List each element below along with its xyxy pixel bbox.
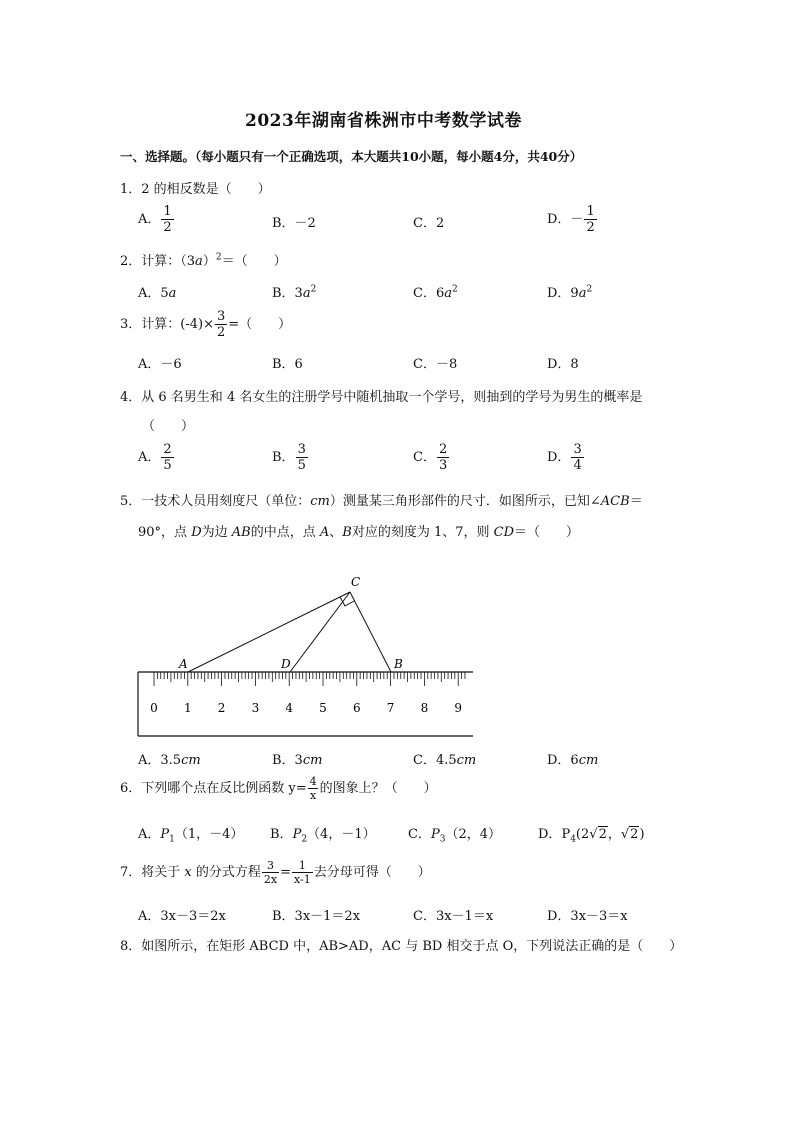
segment-cd (290, 592, 350, 672)
section-heading: 一、选择题。（每小题只有一个正确选项，本大题共10小题，每小题4分，共40分） (120, 149, 583, 164)
ruler-number: 6 (352, 701, 361, 715)
question-1-option-d: D．－ $\frac{1}{2}$ (547, 204, 595, 235)
page-title: 2023年湖南省株洲市中考数学试卷 (245, 111, 522, 131)
question-5-option-b: B．3cm (272, 753, 323, 768)
question-3-option-d: D．8 (547, 357, 579, 372)
question-2-stem: 2．计算：$(3a)^2=$（ ） (120, 252, 287, 269)
question-5-option-c: C．4.5cm (413, 753, 477, 768)
question-5-stem-line1: 5．一技术人员用刻度尺（单位：cm）测量某三角形部件的尺寸．如图所示，已知∠ACB＝ (120, 494, 643, 509)
question-2-option-c: C．$6a^2$ (413, 284, 458, 301)
label-point-d: D (281, 657, 291, 671)
ruler (138, 672, 473, 736)
ruler-triangle-figure (130, 570, 480, 740)
segment-ac (188, 592, 350, 672)
right-angle-mark (340, 597, 354, 606)
ruler-number: 4 (285, 701, 294, 715)
ruler-number: 0 (150, 701, 158, 715)
ruler-number: 3 (251, 701, 260, 715)
ruler-number: 2 (217, 701, 226, 715)
question-2-option-a: A．5a (138, 286, 177, 301)
question-1-option-b: B．－2 (272, 216, 316, 231)
question-2-option-d: D．$9a^2$ (547, 284, 593, 301)
question-4-option-d: D． $\frac{3}{4}$ (547, 442, 582, 473)
question-7-option-c: C．3x－1＝x (413, 909, 494, 924)
question-6-option-c: C．$P_3(2$，4） (408, 827, 501, 845)
question-3-option-a: A．－6 (138, 357, 182, 372)
segment-cb (350, 592, 391, 672)
question-8-stem: 8．如图所示，在矩形 ABCD 中，AB>AD，AC 与 BD 相交于点 O，下列说法正确的是（ ） (120, 939, 683, 954)
ruler-number: 1 (183, 701, 192, 715)
question-7-option-b: B．3x－1＝2x (272, 909, 361, 924)
ruler-number: 9 (454, 701, 463, 715)
question-4-answer-paren: （ ） (142, 419, 195, 434)
question-6-stem: 6．下列哪个点在反比例函数 y= $\frac{4}{x}$ 的图象上？（ ） (120, 775, 437, 802)
question-5-option-d: D．6cm (547, 753, 599, 768)
question-2-option-b: B．$3a^2$ (272, 284, 317, 301)
question-4-option-b: B． $\frac{3}{5}$ (272, 442, 306, 473)
label-point-b: B (394, 657, 403, 671)
question-5-stem-line2: 90°，点 D为边 AB的中点，点 A、B对应的刻度为 1、7，则 CD＝（ ） (138, 525, 580, 540)
question-5-option-a: A．3.5cm (138, 753, 201, 768)
ruler-number: 5 (319, 701, 327, 715)
question-1-option-a: A． $\frac{1}{2}$ (138, 204, 172, 235)
ruler-number: 7 (386, 701, 395, 715)
question-1-stem: 1．2 的相反数是（ ） (120, 182, 271, 197)
question-7-option-d: D．3x－3＝x (547, 909, 628, 924)
question-3-stem: 3．计算：(-4)× $\frac{3}{2}$ =（ ） (120, 309, 292, 340)
question-1-option-c: C．2 (413, 216, 445, 231)
question-3-option-c: C．－8 (413, 357, 458, 372)
question-4-option-c: C． $\frac{2}{3}$ (413, 442, 448, 473)
question-4-option-a: A． $\frac{2}{5}$ (138, 442, 172, 473)
question-4-stem: 4．从 6 名男生和 4 名女生的注册学号中随机抽取一个学号，则抽到的学号为男生的概率是 (120, 390, 643, 405)
question-6-option-d: D．$P_4(2√2$，√2) (538, 827, 645, 845)
question-6-option-b: B．$P_2(4$，－1） (270, 827, 376, 845)
label-point-a: A (179, 657, 188, 671)
question-3-option-b: B．6 (272, 357, 303, 372)
question-7-stem: 7．将关于 x 的分式方程 $\frac{3}{2x}$ = $\frac{1}{x-1}$ 去分母可得（ ） (120, 859, 431, 886)
label-point-c: C (351, 575, 361, 589)
ruler-number: 8 (420, 701, 429, 715)
question-7-option-a: A．3x－3＝2x (138, 909, 226, 924)
question-6-option-a: A．$P_1(1$，－4） (138, 827, 244, 845)
